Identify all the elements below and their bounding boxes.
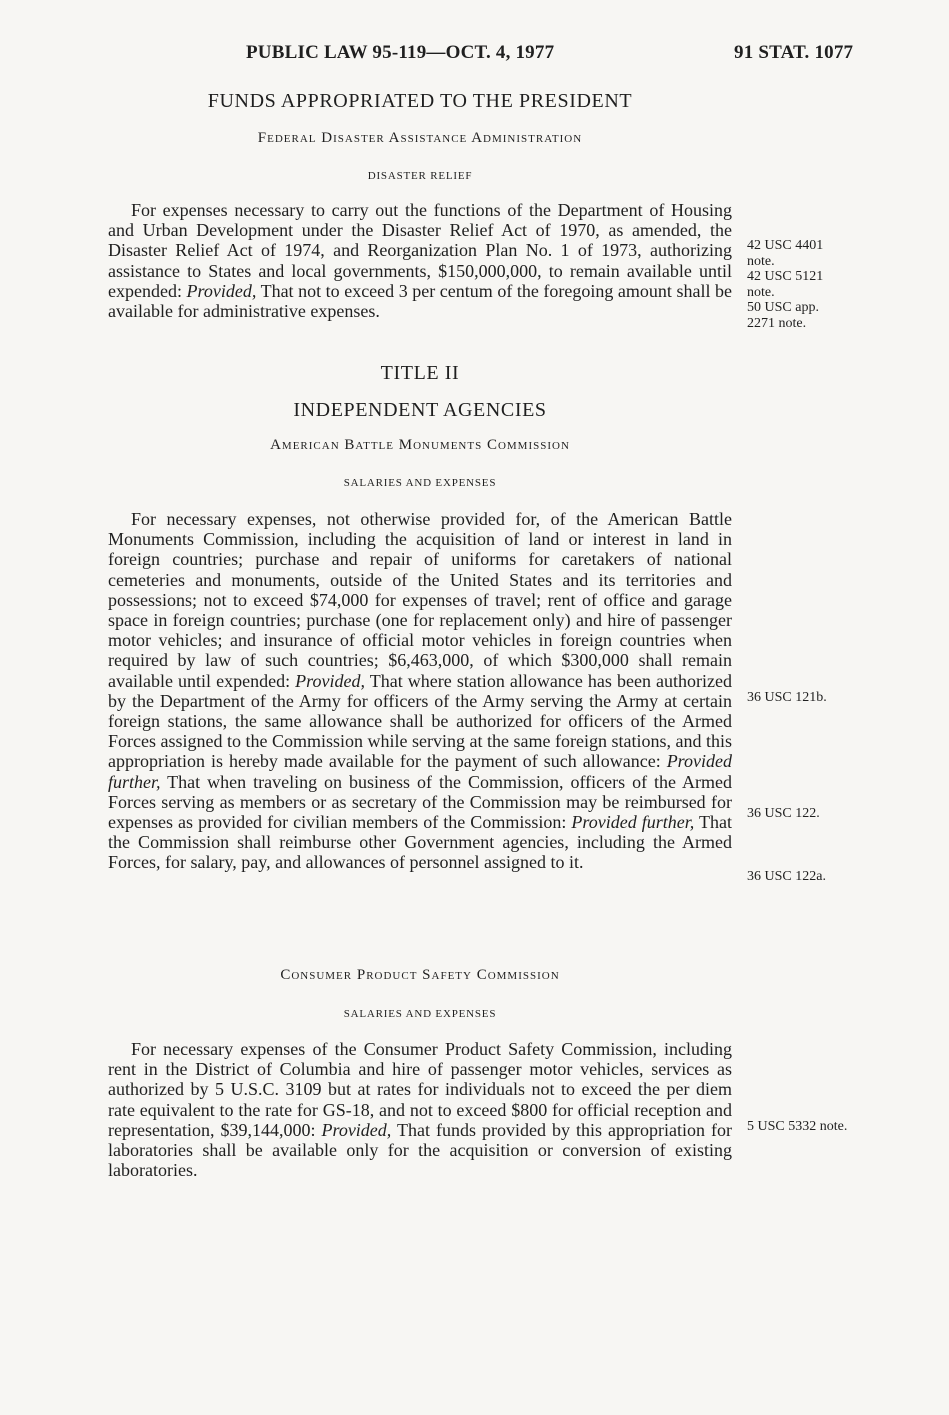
statute-page-number: 91 STAT. 1077 <box>734 42 854 63</box>
margin-note: 36 USC 121b. <box>747 690 827 705</box>
section-title: FUNDS APPROPRIATED TO THE PRESIDENT <box>207 90 633 112</box>
agency-heading: Federal Disaster Assistance Administration <box>257 130 583 146</box>
margin-note: 36 USC 122a. <box>747 869 826 884</box>
agency-heading: American Battle Monuments Commission <box>270 437 570 453</box>
margin-note: 5 USC 5332 note. <box>747 1119 848 1134</box>
margin-note: 36 USC 122. <box>747 806 820 821</box>
subheading: DISASTER RELIEF <box>367 170 473 182</box>
paragraph: For expenses necessary to carry out the functions of the Department of Housing and Urban Development under the Disaster Relief Act of 1970, as amended, the Disaster Relief Act of 1974, and Reorganization Plan No. 1 of 1973, authorizing assistance to States and local governments, $150,000,000, to remain available until expended: Provided, That not to exceed 3 per centum of the foregoing amount shall be available for administrative expenses. <box>108 200 733 322</box>
paragraph: For necessary expenses of the Consumer Product Safety Commission, including rent in the District of Columbia and hire of passenger motor vehicles, services as authorized by 5 U.S.C. 3109 but at rates for individuals not to exceed the per diem rate equivalent to the rate for GS-18, and not to exceed $800 for official reception and representation, $39,144,000: Provided, That funds provided by this appropriation for laboratories shall be available only for the acquisition or conversion of existing laboratories. <box>108 1039 732 1181</box>
agency-heading: Consumer Product Safety Commission <box>280 967 560 983</box>
margin-note: 42 USC 4401 note. 42 USC 5121 note. 50 USC app. 2271 note. <box>747 238 824 331</box>
title-name: INDEPENDENT AGENCIES <box>293 399 547 421</box>
running-header: PUBLIC LAW 95-119—OCT. 4, 1977 <box>246 42 555 63</box>
subheading: SALARIES AND EXPENSES <box>343 477 497 489</box>
paragraph: For necessary expenses, not otherwise provided for, of the American Battle Monuments Commission, including the acquisition of land or interest in land in foreign countries; purchase and repair of uniforms for caretakers of national cemeteries and monuments, outside of the United States and its territories and possessions; not to exceed $74,000 for expenses of travel; rent of office and garage space in foreign countries; purchase (one for replacement only) and hire of passenger motor vehicles; and insurance of official motor vehicles in foreign countries when required by law of such countries; $6,463,000, of which $300,000 shall remain available until expended: Provided, That where station allowance has been authorized by the Department of the Army for officers of the Army serving the Army at certain foreign stations, the same allowance shall be authorized for officers of the Armed Forces assigned to the Commission while serving at the same foreign stations, and this appropriation is hereby made available for the payment of such allowance: Provided further, That when traveling on business of the Commission, officers of the Armed Forces serving as members or as secretary of the Commission may be reimbursed for expenses as provided for civilian members of the Commission: Provided further, That the Commission shall reimburse other Government agencies, including the Armed Forces, for salary, pay, and allowances of personnel assigned to it. <box>108 509 732 873</box>
subheading: SALARIES AND EXPENSES <box>343 1008 497 1020</box>
title-label: TITLE II <box>380 362 460 384</box>
